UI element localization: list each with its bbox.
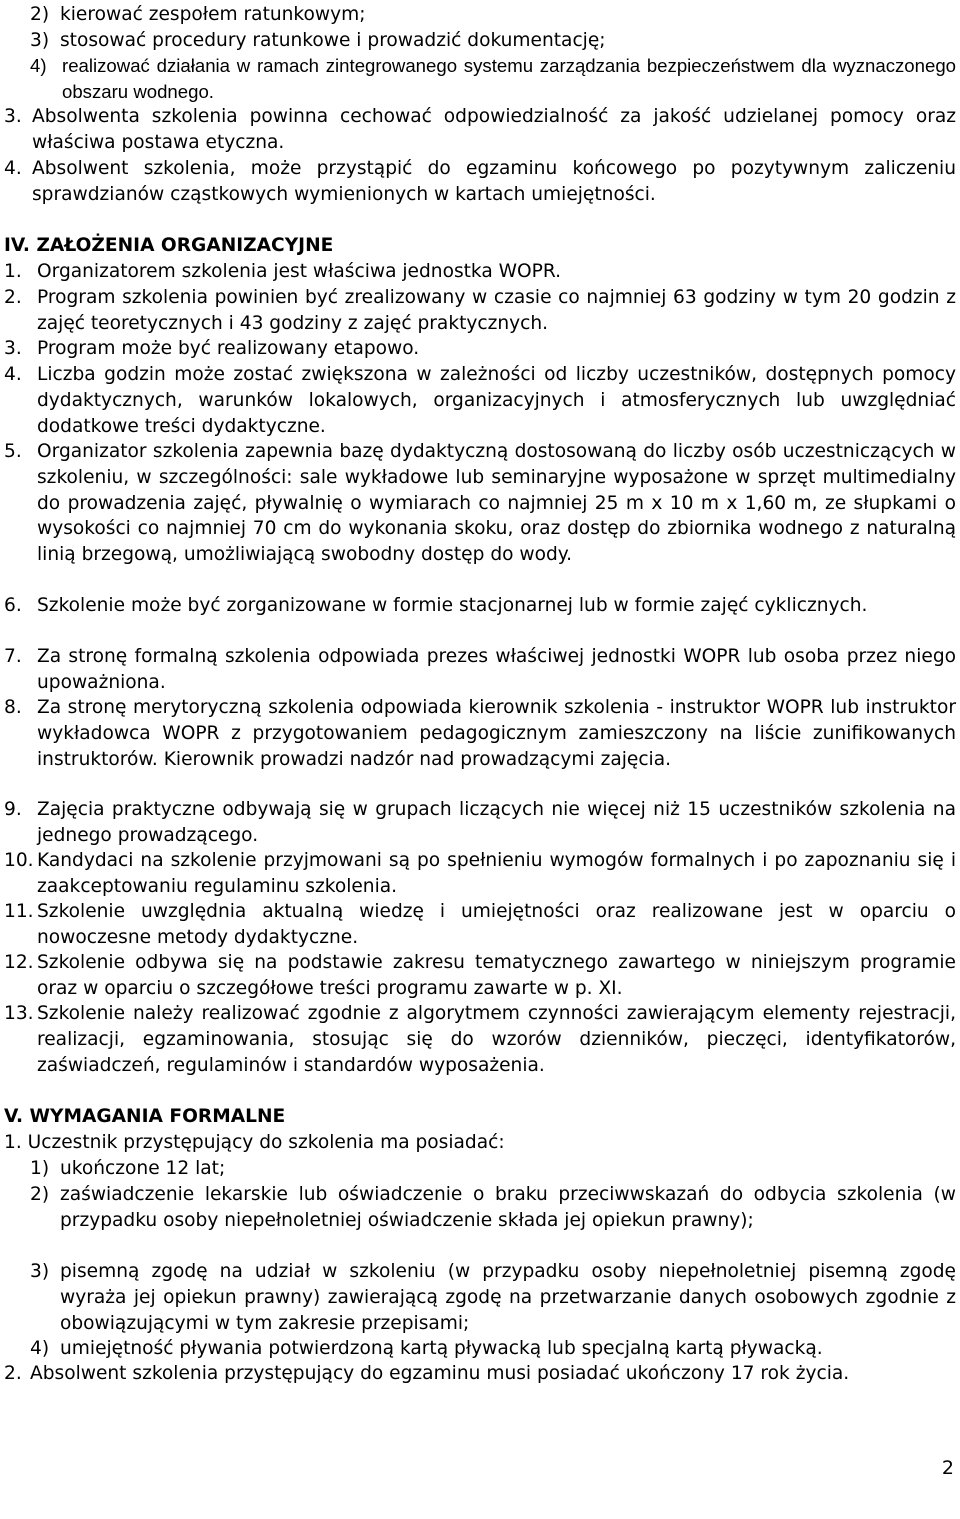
- item-text: Program może być realizowany etapowo.: [37, 338, 420, 359]
- item-number: 4): [30, 55, 47, 76]
- item-number: 4.: [4, 158, 22, 179]
- item-number: 2.: [4, 287, 22, 308]
- list-item: [4, 848, 956, 900]
- item-number: 2.: [4, 1363, 22, 1384]
- item-number: 3): [30, 1261, 50, 1282]
- item-text: Za stronę formalną szkolenia odpowiada prezes właściwej jednostki WOPR lub osoba przez niego upoważniona.: [37, 646, 956, 693]
- list-item: [4, 593, 956, 619]
- item-text: Szkolenie może być zorganizowane w formie stacjonarnej lub w formie zajęć cyklicznych.: [37, 595, 868, 616]
- item-text: Program szkolenia powinien być zrealizowany w czasie co najmniej 63 godziny w tym 20 godzin z zajęć teoretycznych i 43 godziny z zajęć praktycznych.: [37, 287, 956, 334]
- list-item: [4, 439, 956, 568]
- list-item: [30, 53, 956, 105]
- item-number: 2): [30, 1184, 50, 1205]
- list-item: [30, 1156, 956, 1182]
- item-text: Organizator szkolenia zapewnia bazę dydaktyczną dostosowaną do liczby osób uczestniczących w szkoleniu, w szczególności: sale wykładowe lub seminaryjne wyposażone w sprzęt multimedialny do prowadzenia zajęć, pływalnię o wymiarach co najmniej 25 m x 10 m x 1,60 m, ze słupkami o wysokości co najmniej 70 cm do wykonania skoku, oraz dostęp do zbiornika wodnego z naturalną linią brzegową, umożliwiającą swobodny dostęp do wody.: [37, 441, 956, 566]
- page-number: 2: [941, 1457, 954, 1479]
- item-text: zaświadczenie lekarskie lub oświadczenie o braku przeciwwskazań do odbycia szkolenia (w przypadku osoby niepełnoletniej oświadczenie składa jej opiekun prawny);: [60, 1184, 956, 1231]
- list-item: [4, 336, 956, 362]
- item-number: 9.: [4, 799, 22, 820]
- list-item: [4, 950, 956, 1002]
- list-item: [4, 1001, 956, 1078]
- item-number: 7.: [4, 646, 22, 667]
- item-number: 2): [30, 4, 50, 25]
- list-item: [4, 156, 956, 208]
- item-text: Szkolenie odbywa się na podstawie zakresu tematycznego zawartego w niniejszym programie oraz w oparciu o szczegółowe treści programu zawarte w p. XI.: [37, 952, 956, 999]
- item-text: Za stronę merytoryczną szkolenia odpowiada kierownik szkolenia - instruktor WOPR lub instruktor wykładowca WOPR z przygotowaniem pedagogicznym zamieszczony na liście zunifikowanych instruktorów. Kierownik prowadzi nadzór nad prowadzącymi zajęcia.: [37, 697, 956, 770]
- item-text: umiejętność pływania potwierdzoną kartą pływacką lub specjalną kartą pływacką.: [60, 1338, 823, 1359]
- item-number: 1.: [4, 261, 22, 282]
- item-number: 5.: [4, 441, 22, 462]
- list-item: 1. Uczestnik przystępujący do szkolenia ma posiadać:: [4, 1132, 505, 1153]
- item-text: ukończone 12 lat;: [60, 1158, 226, 1179]
- item-number: 10.: [4, 850, 34, 871]
- list-item: [4, 695, 956, 772]
- list-item: [4, 104, 956, 156]
- item-text: Absolwenta szkolenia powinna cechować odpowiedzialność za jakość udzielanej pomocy oraz właściwa postawa etyczna.: [32, 106, 956, 153]
- item-text: Zajęcia praktyczne odbywają się w grupach liczących nie więcej niż 15 uczestników szkolenia na jednego prowadzącego.: [37, 799, 956, 846]
- item-number: 13.: [4, 1003, 34, 1024]
- item-text: pisemną zgodę na udział w szkoleniu (w przypadku osoby niepełnoletniej pisemną zgodę wyraża jej opiekun prawny) zawierającą zgodę na przetwarzanie danych osobowych zgodnie z obowiązującymi w tym zakresie przepisami;: [60, 1261, 956, 1334]
- item-number: 3): [30, 30, 50, 51]
- item-text: Organizatorem szkolenia jest właściwa jednostka WOPR.: [37, 261, 562, 282]
- list-item: [30, 28, 956, 54]
- item-number: 8.: [4, 697, 22, 718]
- item-number: 1): [30, 1158, 50, 1179]
- item-text: Szkolenie uwzględnia aktualną wiedzę i umiejętności oraz realizowane jest w oparciu o nowoczesne metody dydaktyczne.: [37, 901, 956, 948]
- list-item: [4, 899, 956, 951]
- item-number: 6.: [4, 595, 22, 616]
- item-text: kierować zespołem ratunkowym;: [60, 4, 366, 25]
- item-text: Absolwent szkolenia, może przystąpić do egzaminu końcowego po pozytywnym zaliczeniu sprawdzianów cząstkowych wymienionych w kartach umiejętności.: [32, 158, 956, 205]
- list-item: [4, 362, 956, 439]
- list-item: [4, 797, 956, 849]
- list-item: [30, 1182, 956, 1234]
- list-item: [4, 644, 956, 696]
- list-item: [4, 259, 956, 285]
- list-item: [30, 2, 956, 28]
- item-number: 4.: [4, 364, 22, 385]
- section-heading: V. WYMAGANIA FORMALNE: [4, 1106, 286, 1127]
- list-item: [4, 1361, 956, 1387]
- item-text: realizować działania w ramach zintegrowanego systemu zarządzania bezpieczeństwem dla wyznaczonego obszaru wodnego.: [62, 55, 956, 102]
- item-text: Liczba godzin może zostać zwiększona w zależności od liczby uczestników, dostępnych pomocy dydaktycznych, warunków lokalowych, organizacyjnych i atmosferycznych lub uwzględniać dodatkowe treści dydaktyczne.: [37, 364, 956, 437]
- item-number: 4): [30, 1338, 50, 1359]
- item-text: stosować procedury ratunkowe i prowadzić dokumentację;: [60, 30, 606, 51]
- item-text: Absolwent szkolenia przystępujący do egzaminu musi posiadać ukończony 17 rok życia.: [30, 1363, 850, 1384]
- section-heading: IV. ZAŁOŻENIA ORGANIZACYJNE: [4, 235, 334, 256]
- item-number: 3.: [4, 106, 22, 127]
- item-number: 11.: [4, 901, 34, 922]
- item-number: 12.: [4, 952, 34, 973]
- item-text: Kandydaci na szkolenie przyjmowani są po spełnieniu wymogów formalnych i po zapoznaniu się i zaakceptowaniu regulaminu szkolenia.: [37, 850, 956, 897]
- list-item: [30, 1336, 956, 1362]
- list-item: [4, 285, 956, 337]
- list-item: [30, 1259, 956, 1336]
- item-number: 3.: [4, 338, 22, 359]
- item-text: Szkolenie należy realizować zgodnie z algorytmem czynności zawierającym elementy rejestracji, realizacji, egzaminowania, stosując się do wzorów dzienników, pieczęci, identyfikatorów, zaświadczeń, regulaminów i standardów wyposażenia.: [37, 1003, 956, 1076]
